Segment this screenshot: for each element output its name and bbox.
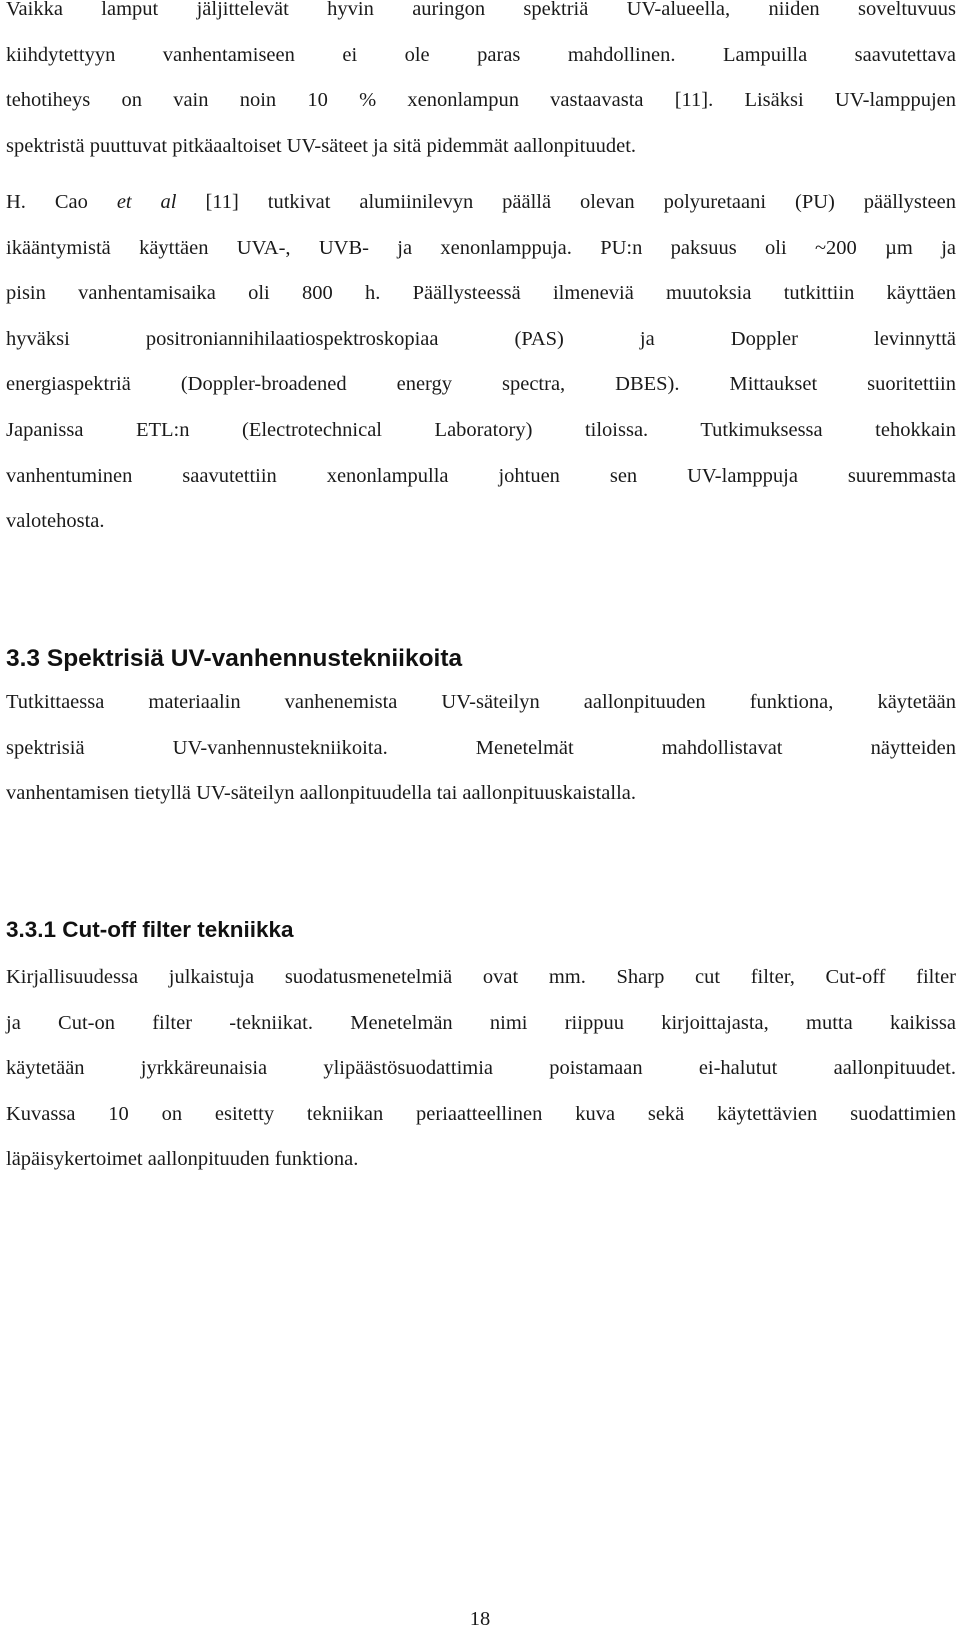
text-line: läpäisykertoimet aallonpituuden funktiona.: [6, 1148, 359, 1171]
text-run: [11] tutkivat alumiinilevyn päällä olevan polyuretaani (PU) päällysteen: [176, 191, 956, 213]
section-heading-3-3-1: 3.3.1 Cut-off filter tekniikka: [6, 917, 294, 942]
paragraph-spectral-techniques: [6, 680, 956, 817]
paragraph-cut-off-filter: [6, 955, 956, 1183]
text-line: vanhentuminen saavutettiin xenonlampulla johtuen sen UV-lamppuja suuremmasta: [6, 464, 956, 487]
paragraph-cao-study: [6, 180, 956, 545]
text-line: spektrisiä UV-vanhennustekniikoita. Menetelmät mahdollistavat näytteiden: [6, 736, 956, 759]
text-line: Japanissa ETL:n (Electrotechnical Laboratory) tiloissa. Tutkimuksessa tehokkain: [6, 418, 956, 441]
text-line: [6, 180, 956, 226]
text-line: ja Cut-on filter -tekniikat. Menetelmän nimi riippuu kirjoittajasta, mutta kaikissa: [6, 1011, 956, 1034]
text-line: Tutkittaessa materiaalin vanhenemista UV-säteilyn aallonpituuden funktiona, käytetään: [6, 691, 956, 713]
text-line: pisin vanhentamisaika oli 800 h. Päällysteessä ilmeneviä muutoksia tutkittiin käyttäen: [6, 282, 956, 305]
text-line: spektristä puuttuvat pitkäaaltoiset UV-säteet ja sitä pidemmät aallonpituudet.: [6, 134, 637, 157]
text-line: valotehosta.: [6, 510, 105, 533]
text-run: H. Cao: [6, 191, 117, 213]
text-line: vanhentamisen tietyllä UV-säteilyn aallonpituudella tai aallonpituuskaistalla.: [6, 782, 637, 805]
text-line: ikääntymistä käyttäen UVA-, UVB- ja xenonlamppuja. PU:n paksuus oli ~200 µm ja: [6, 236, 956, 259]
text-line: käytetään jyrkkäreunaisia ylipäästösuodattimia poistamaan ei-halutut aallonpituudet.: [6, 1057, 956, 1080]
paragraph-uv-lamps: [6, 0, 956, 169]
italic-text: et al: [116, 191, 177, 213]
text-line: tehotiheys on vain noin 10 % xenonlampun vastaavasta [11]. Lisäksi UV-lamppujen: [6, 89, 956, 112]
page-number: 18: [469, 1608, 491, 1630]
text-line: kiihdytettyyn vanhentamiseen ei ole paras mahdollinen. Lampuilla saavutettava: [6, 43, 956, 66]
text-line: Kirjallisuudessa julkaistuja suodatusmenetelmiä ovat mm. Sharp cut filter, Cut-off filter: [6, 966, 956, 988]
text-line: energiaspektriä (Doppler-broadened energy spectra, DBES). Mittaukset suoritettiin: [6, 373, 956, 396]
text-line: Vaikka lamput jäljittelevät hyvin auringon spektriä UV-alueella, niiden soveltuvuus: [6, 0, 956, 20]
text-line: hyväksi positroniannihilaatiospektroskopiaa (PAS) ja Doppler levinnyttä: [6, 327, 956, 350]
section-heading-3-3: 3.3 Spektrisiä UV-vanhennustekniikoita: [6, 645, 463, 672]
text-line: Kuvassa 10 on esitetty tekniikan periaatteellinen kuva sekä käytettävien suodattimien: [6, 1102, 956, 1125]
